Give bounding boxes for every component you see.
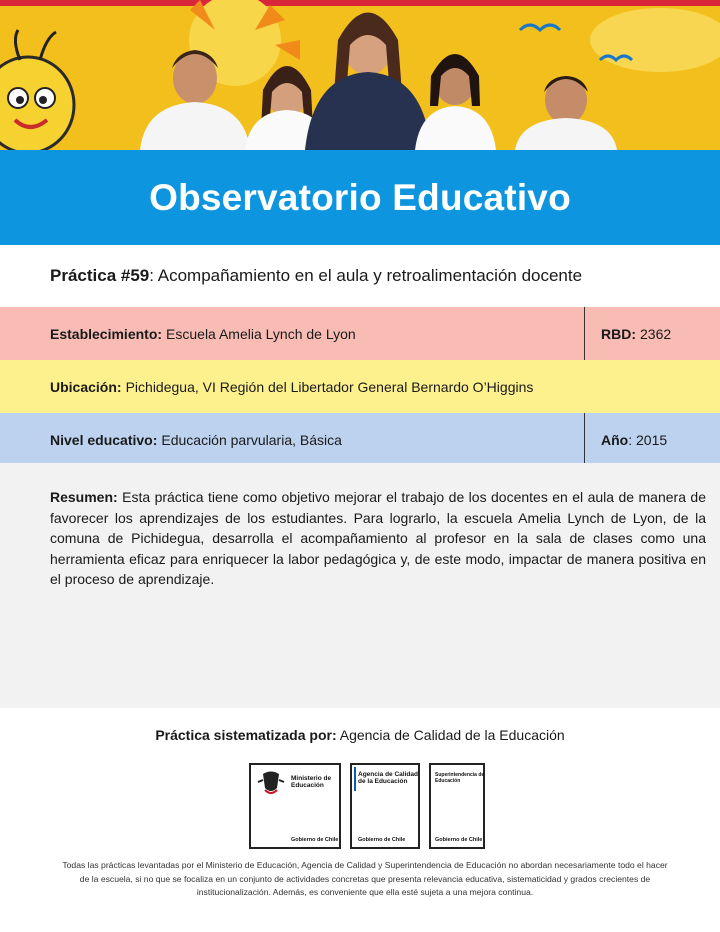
summary-label: Resumen: — [50, 489, 118, 505]
coat-of-arms-icon — [255, 770, 287, 796]
location-row — [0, 360, 720, 413]
systematized-value: Agencia de Calidad de la Educación — [339, 727, 565, 743]
logo-ministerio-name: Ministerio de Educación — [291, 775, 332, 789]
summary-text: Esta práctica tiene como objetivo mejorar el trabajo de los docentes en el aula de manera de favorecer los aprendizajes de los estudiantes. Para lograrlo, la escuela Amelia Lynch de Lyon, de la comuna de Pichidegua, desarrolla el acompañamiento al profesor en la sala de clases como una herramienta eficaz para enriquecer la labor pedagógica y, de este modo, impactar de manera positiva en el proceso de aprendizaje. — [50, 489, 706, 587]
level-row — [0, 413, 720, 466]
location-cell — [0, 360, 533, 413]
rbd-label: RBD: — [601, 325, 636, 342]
establishment-row — [0, 307, 720, 360]
logo-superintendencia-sub: Gobierno de Chile — [435, 837, 483, 843]
logo-superintendencia — [429, 763, 485, 849]
logo-ministerio-sub: Gobierno de Chile — [291, 837, 339, 843]
logo-ministerio — [249, 763, 341, 849]
systematized-label: Práctica sistematizada por: — [155, 727, 337, 743]
hero-illustration — [0, 0, 720, 150]
establishment-label: Establecimiento: — [50, 325, 163, 342]
practice-title: : Acompañamiento en el aula y retroalimentación docente — [149, 266, 583, 285]
logo-superintendencia-name: Superintendencia de Educación — [435, 772, 485, 784]
page-title: Observatorio Educativo — [149, 176, 571, 218]
logo-agencia-sub: Gobierno de Chile — [358, 837, 406, 843]
level-value: Educación parvularia, Básica — [161, 431, 342, 448]
institution-logos — [249, 763, 485, 851]
rbd-cell — [585, 307, 671, 360]
location-label: Ubicación: — [50, 378, 122, 395]
location-value: Pichidegua, VI Región del Libertador General Bernardo O’Higgins — [125, 378, 534, 395]
systematized-by — [0, 727, 720, 743]
logo-bar-blue — [354, 767, 356, 791]
title-band — [0, 150, 720, 245]
year-value: : 2015 — [628, 431, 668, 448]
level-label: Nivel educativo: — [50, 431, 158, 448]
practice-label: Práctica #59 — [50, 266, 150, 285]
practice-line — [0, 245, 720, 307]
disclaimer-text: Todas las prácticas levantadas por el Ministerio de Educación, Agencia de Calidad y Superintendencia de Educación no abordan necesariamente todo el hacer de la escuela, si no que se focaliza en un conjunto de actividades concretas que presenta relevancia educativa, sistematicidad y grados crecientes de institucionalización. Además, es conveniente que ella esté sujeta a una mejora continua. — [62, 860, 668, 897]
establishment-cell — [0, 307, 584, 360]
establishment-value: Escuela Amelia Lynch de Lyon — [166, 325, 356, 342]
year-cell — [585, 413, 667, 466]
level-cell — [0, 413, 584, 466]
rbd-value: 2362 — [640, 325, 672, 342]
year-label: Año — [601, 431, 629, 448]
summary-paragraph — [50, 487, 706, 590]
hero-photo — [0, 0, 720, 150]
logo-agencia — [350, 763, 420, 849]
logo-agencia-name: Agencia de Calidad de la Educación — [358, 771, 418, 785]
summary-section — [0, 463, 720, 708]
